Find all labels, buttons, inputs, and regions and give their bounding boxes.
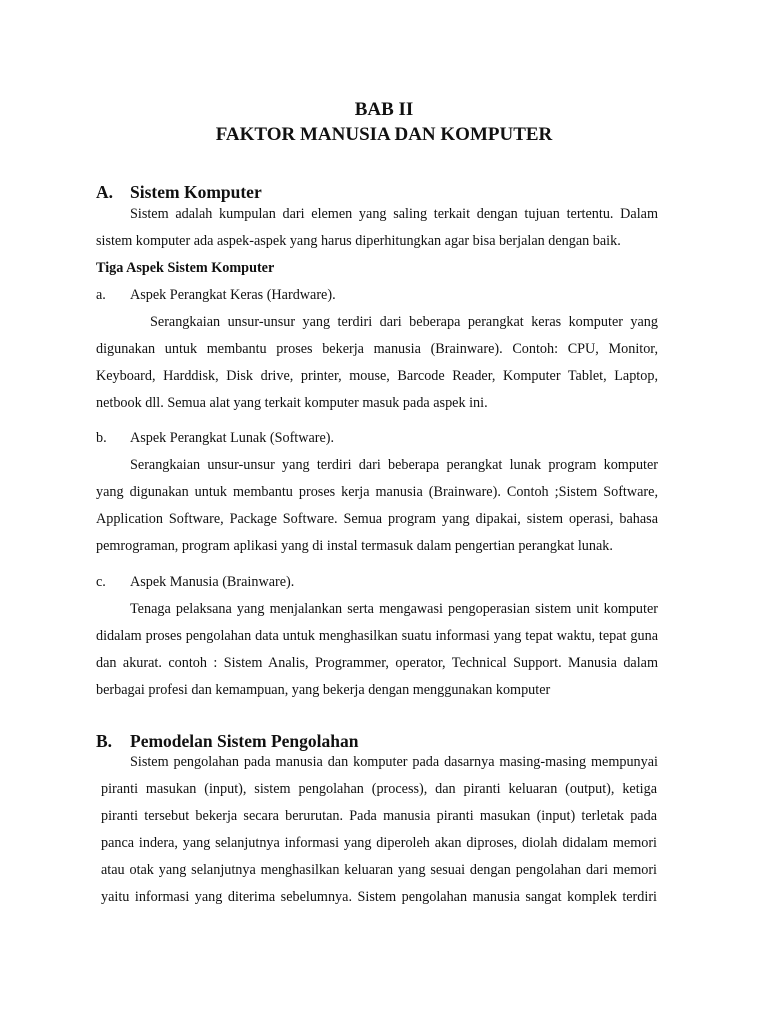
section-b-line: Sistem pengolahan pada manusia dan komputer pada dasarnya masing-masing mempunyai (130, 754, 658, 770)
section-a-letter: A. (96, 182, 114, 202)
section-a-para-line: sistem komputer ada aspek-aspek yang harus diperhitungkan agar bisa berjalan dengan baik. (96, 233, 621, 249)
hardware-line: netbook dll. Semua alat yang terkait komputer masuk pada aspek ini. (96, 395, 488, 411)
section-a-heading (96, 181, 262, 203)
section-b-heading (96, 730, 358, 752)
section-a-para-line: Sistem adalah kumpulan dari elemen yang saling terkait dengan tujuan tertentu. Dalam (130, 206, 658, 222)
section-b-letter: B. (96, 731, 113, 751)
section-a-title: Sistem Komputer (130, 182, 262, 202)
list-label: Aspek Perangkat Lunak (Software). (130, 430, 335, 446)
section-b-line: panca indera, yang selanjutnya informasi yang diperoleh akan diproses, diolah didalam memori (101, 835, 657, 851)
subheading-tiga-aspek: Tiga Aspek Sistem Komputer (96, 260, 275, 276)
brainware-line: Tenaga pelaksana yang menjalankan serta mengawasi pengoperasian sistem unit komputer (130, 601, 658, 617)
list-label: Aspek Manusia (Brainware). (130, 574, 295, 590)
chapter-title: FAKTOR MANUSIA DAN KOMPUTER (215, 124, 553, 145)
brainware-line: didalam proses pengolahan data untuk menghasilkan suatu informasi yang tepat waktu, tepat guna (96, 628, 658, 644)
section-b-line: piranti masukan (input), sistem pengolahan (process), dan piranti keluaran (output), ketiga (101, 781, 657, 797)
hardware-line: Serangkaian unsur-unsur yang terdiri dari beberapa perangkat keras komputer yang (150, 314, 658, 330)
list-item-software (96, 429, 334, 447)
hardware-line: Keyboard, Harddisk, Disk drive, printer, mouse, Barcode Reader, Komputer Tablet, Laptop, (96, 368, 658, 384)
software-line: pemrograman, program aplikasi yang di instal termasuk dalam pengertian perangkat lunak. (96, 538, 613, 554)
section-b-line: piranti tersebut bekerja secara berurutan. Pada manusia piranti masukan (input) terletak pada (101, 808, 657, 824)
section-b-line: yaitu informasi yang diterima sebelumnya. Sistem pengolahan manusia sangat komplek terdiri (101, 889, 657, 905)
list-marker: c. (96, 574, 106, 590)
software-line: yang digunakan untuk membantu proses kerja manusia (Brainware). Contoh ;Sistem Software, (96, 484, 658, 500)
chapter-number: BAB II (354, 99, 414, 120)
software-line: Application Software, Package Software. Semua program yang dipakai, sistem operasi, bahasa (96, 511, 658, 527)
list-item-brainware (96, 573, 294, 591)
list-marker: a. (96, 287, 106, 303)
brainware-line: dan akurat. contoh : Sistem Analis, Programmer, operator, Technical Support. Manusia dalam (96, 655, 658, 671)
hardware-line: digunakan untuk membantu proses bekerja manusia (Brainware). Contoh: CPU, Monitor, (96, 341, 658, 357)
section-b-line: atau otak yang selanjutnya menghasilkan keluaran yang sesuai dengan pengolahan dari memori (101, 862, 657, 878)
list-item-hardware (96, 286, 336, 304)
brainware-line: berbagai profesi dan kemampuan, yang bekerja dengan menggunakan komputer (96, 682, 551, 698)
list-label: Aspek Perangkat Keras (Hardware). (130, 287, 336, 303)
list-marker: b. (96, 430, 107, 446)
section-b-title: Pemodelan Sistem Pengolahan (130, 731, 359, 751)
software-line: Serangkaian unsur-unsur yang terdiri dari beberapa perangkat lunak program komputer (130, 457, 658, 473)
